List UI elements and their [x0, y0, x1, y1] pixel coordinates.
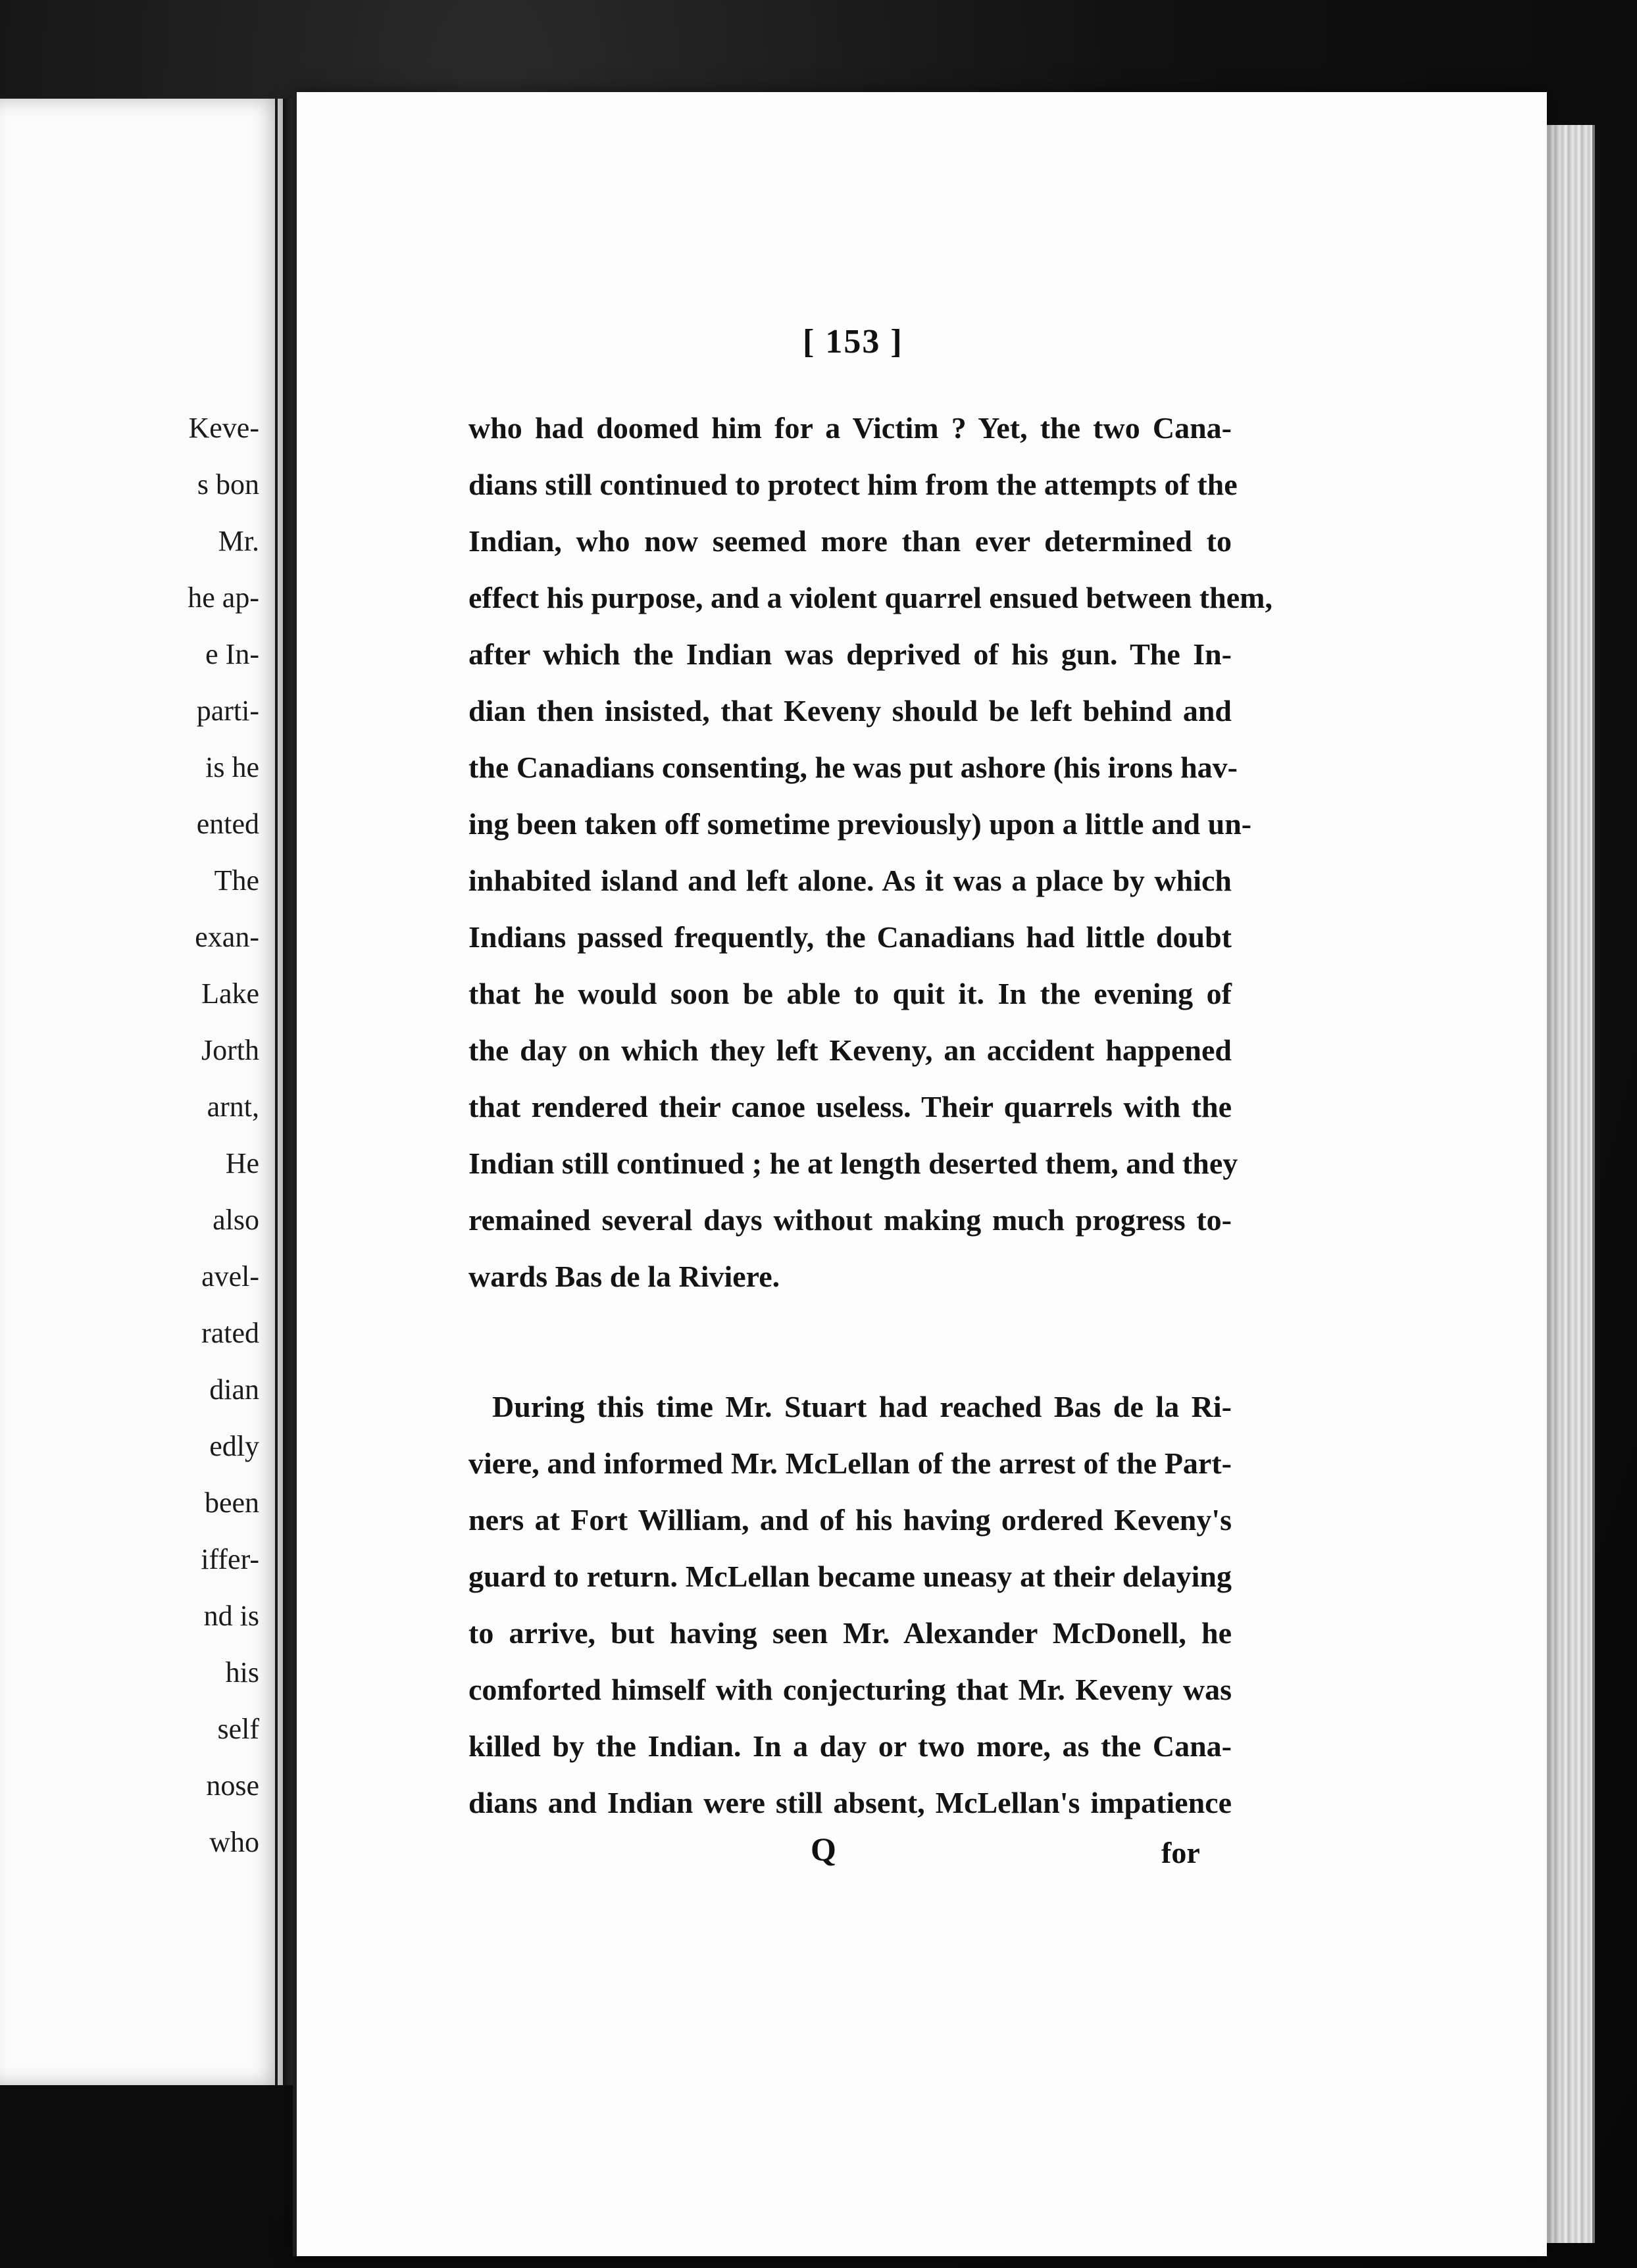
paragraph-gap [468, 1305, 1232, 1379]
text-line: inhabited island and left alone. As it was a place by which [468, 864, 1232, 897]
facing-line: also [213, 1204, 259, 1236]
paragraph-1 [468, 400, 1272, 1305]
text-line: ing been taken off sometime previously) upon a little and un- [468, 807, 1252, 841]
text-line: after which the Indian was deprived of his gun. The In- [468, 637, 1232, 671]
facing-line: He [225, 1147, 259, 1179]
facing-line: parti- [196, 695, 259, 727]
text-line: effect his purpose, and a violent quarrel ensued between them, [468, 581, 1272, 614]
facing-line: who [209, 1826, 259, 1858]
facing-line: nd is [203, 1600, 259, 1632]
facing-line: is he [205, 751, 259, 783]
facing-page-text [188, 400, 259, 1871]
text-line: the day on which they left Keveny, an accident happened [468, 1033, 1232, 1067]
facing-line: edly [209, 1430, 259, 1462]
text-line: dians still continued to protect him from the attempts of the [468, 468, 1238, 501]
page-edge-line [275, 99, 278, 2085]
facing-line: nose [206, 1769, 259, 1802]
page-body [468, 400, 1272, 1831]
text-line: killed by the Indian. In a day or two more, as the Cana- [468, 1729, 1232, 1763]
text-line: dian then insisted, that Keveny should be left behind and [468, 694, 1232, 727]
text-line: guard to return. McLellan became uneasy at their delaying [468, 1560, 1232, 1593]
paragraph-2 [468, 1379, 1232, 1831]
facing-line: his [225, 1656, 259, 1689]
facing-line: rated [201, 1317, 259, 1349]
text-line: Indian still continued ; he at length deserted them, and they [468, 1146, 1238, 1180]
catchword: for [1161, 1836, 1200, 1869]
facing-line: dian [209, 1373, 259, 1406]
text-line: who had doomed him for a Victim ? Yet, the two Cana- [468, 411, 1232, 445]
facing-line: s bon [197, 468, 259, 501]
facing-line: e In- [205, 638, 259, 670]
text-line: Indians passed frequently, the Canadians had little doubt [468, 920, 1232, 954]
facing-line: avel- [201, 1260, 259, 1293]
text-line: the Canadians consenting, he was put ashore (his irons hav- [468, 751, 1238, 784]
text-line: ners at Fort William, and of his having ordered Keveny's [468, 1503, 1232, 1537]
facing-line: Keve- [188, 412, 259, 444]
facing-page-left [0, 99, 283, 2085]
facing-line: exan- [195, 921, 259, 953]
facing-line: Mr. [218, 525, 259, 557]
facing-line: iffer- [201, 1543, 259, 1575]
facing-line: Jorth [201, 1034, 259, 1066]
signature-mark: Q [811, 1831, 836, 1867]
facing-line: Lake [201, 977, 259, 1010]
page-number: [ 153 ] [803, 323, 903, 360]
text-line: During this time Mr. Stuart had reached Bas de la Ri- [492, 1390, 1232, 1423]
text-line: to arrive, but having seen Mr. Alexander McDonell, he [468, 1616, 1232, 1650]
facing-line: The [214, 864, 259, 897]
text-line: Indian, who now seemed more than ever determined to [468, 524, 1232, 558]
text-line: remained several days without making much progress to- [468, 1203, 1232, 1237]
text-line: dians and Indian were still absent, McLellan's impatience [468, 1786, 1232, 1819]
facing-line: he ap- [188, 581, 259, 614]
facing-line: been [204, 1487, 259, 1519]
text-line: that rendered their canoe useless. Their quarrels with the [468, 1090, 1232, 1123]
facing-line: arnt, [207, 1091, 259, 1123]
facing-line: ented [196, 808, 259, 840]
text-line: comforted himself with conjecturing that Mr. Keveny was [468, 1673, 1232, 1706]
text-line: viere, and informed Mr. McLellan of the arrest of the Part- [468, 1446, 1232, 1480]
facing-line: self [217, 1713, 259, 1745]
text-line: that he would soon be able to quit it. In the evening of [468, 977, 1232, 1010]
text-line: wards Bas de la Riviere. [468, 1260, 780, 1293]
